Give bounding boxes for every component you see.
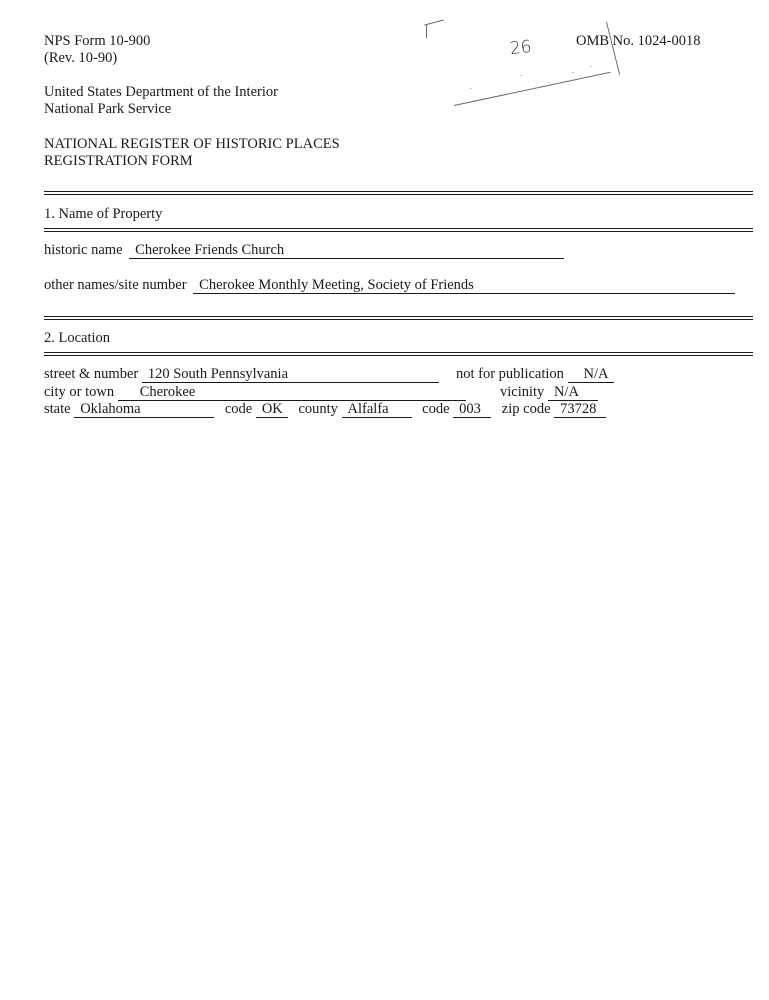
section1-bottom-rule	[44, 228, 753, 232]
state-row	[44, 401, 606, 418]
section2-heading: 2. Location	[44, 330, 111, 346]
form-revision: (Rev. 10-90)	[44, 50, 118, 66]
section1-top-rule	[44, 191, 753, 195]
county-field[interactable]: Alfalfa	[342, 402, 412, 418]
zip-field[interactable]: 73728	[554, 402, 606, 418]
form-title-line2: REGISTRATION FORM	[44, 153, 193, 169]
agency-name: National Park Service	[44, 101, 172, 117]
not-for-publication-label: not for publication	[456, 366, 564, 382]
historic-name-label: historic name	[44, 242, 123, 258]
county-code-field[interactable]: 003	[453, 402, 491, 418]
zip-label: zip code	[501, 401, 551, 417]
not-for-publication-field[interactable]: N/A	[568, 367, 614, 383]
other-names-field[interactable]: Cherokee Monthly Meeting, Society of Friends	[193, 278, 735, 294]
handwritten-number: 26	[508, 36, 533, 60]
other-names-label: other names/site number	[44, 277, 187, 293]
form-number: NPS Form 10-900	[44, 33, 151, 49]
other-names-row	[44, 277, 735, 294]
state-label: state	[44, 401, 71, 417]
street-row	[44, 366, 439, 383]
section2-top-rule	[44, 316, 753, 320]
historic-name-row	[44, 242, 564, 259]
state-code-field[interactable]: OK	[256, 402, 288, 418]
vicinity-label: vicinity	[500, 384, 545, 400]
city-row	[44, 384, 466, 401]
omb-number: OMB No. 1024-0018	[576, 33, 701, 49]
city-label: city or town	[44, 384, 115, 400]
state-field[interactable]: Oklahoma	[74, 402, 214, 418]
department-name: United States Department of the Interior	[44, 84, 278, 100]
vicinity-field[interactable]: N/A	[548, 385, 598, 401]
vicinity-row	[500, 384, 598, 401]
historic-name-field[interactable]: Cherokee Friends Church	[129, 243, 564, 259]
section1-heading: 1. Name of Property	[44, 206, 163, 222]
not-for-publication-row	[456, 366, 614, 383]
section2-bottom-rule	[44, 352, 753, 356]
street-label: street & number	[44, 366, 139, 382]
city-field[interactable]: Cherokee	[118, 385, 466, 401]
form-title-line1: NATIONAL REGISTER OF HISTORIC PLACES	[44, 136, 340, 152]
county-label: county	[298, 401, 338, 417]
state-code-label: code	[224, 401, 253, 417]
street-field[interactable]: 120 South Pennsylvania	[142, 367, 439, 383]
county-code-label: code	[422, 401, 450, 417]
